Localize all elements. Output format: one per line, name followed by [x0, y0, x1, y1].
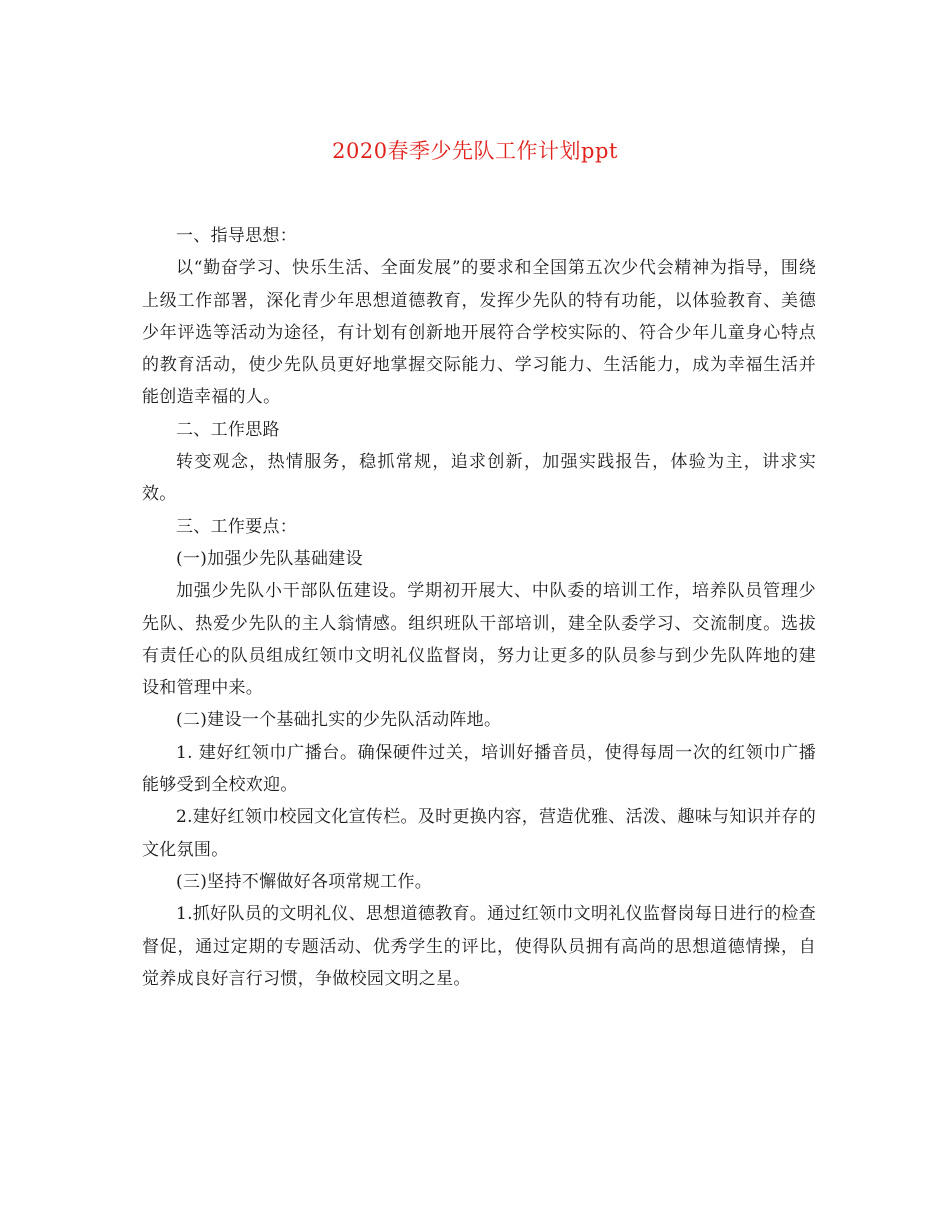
paragraph-basic-construction: 加强少先队小干部队伍建设。学期初开展大、中队委的培训工作，培养队员管理少先队、热爱少先队的主人翁情感。组织班队干部培训，建全队委学习、交流制度。选拔有责任心的队员组成红领巾文明礼仪监督岗，努力让更多的队员参与到少先队阵地的建设和管理中来。	[142, 581, 816, 699]
subheading-routine-work: (三)坚持不懈做好各项常规工作。	[176, 871, 433, 892]
paragraph-guiding-ideology: 以“勤奋学习、快乐生活、全面发展”的要求和全国第五次少代会精神为指导，围绕上级工作部署，深化青少年思想道德教育，发挥少先队的特有功能，以体验教育、美德少年评选等活动为途径，有计划有创新地开展符合学校实际的、符合少年儿童身心特点的教育活动，使少先队员更好地掌握交际能力、学习能力、生活能力，成为幸福生活并能创造幸福的人。	[142, 258, 816, 408]
list-item-etiquette-education: 1.抓好队员的文明礼仪、思想道德教育。通过红领巾文明礼仪监督岗每日进行的检查督促，通过定期的专题活动、优秀学生的评比，使得队员拥有高尚的思想道德情操，自觉养成良好言行习惯，争做校园文明之星。	[142, 904, 816, 989]
heading-guiding-ideology: 一、指导思想：	[176, 226, 298, 246]
subheading-activity-base: (二)建设一个基础扎实的少先队活动阵地。	[176, 710, 502, 731]
subheading-basic-construction: (一)加强少先队基础建设	[176, 548, 363, 569]
paragraph-work-approach: 转变观念，热情服务，稳抓常规，追求创新，加强实践报告，体验为主，讲求实效。	[142, 452, 816, 505]
heading-work-approach: 二、工作思路	[176, 419, 280, 440]
document-title: 2020春季少先队工作计划ppt	[332, 139, 618, 163]
list-item-broadcast: 1. 建好红领巾广播台。确保硬件过关，培训好播音员，使得每周一次的红领巾广播能够受到全校欢迎。	[142, 742, 816, 796]
heading-work-points: 三、工作要点：	[176, 516, 298, 537]
list-item-bulletin-board: 2.建好红领巾校园文化宣传栏。及时更换内容，营造优雅、活泼、趣味与知识并存的文化氛围。	[142, 807, 816, 860]
document-body	[142, 220, 816, 995]
